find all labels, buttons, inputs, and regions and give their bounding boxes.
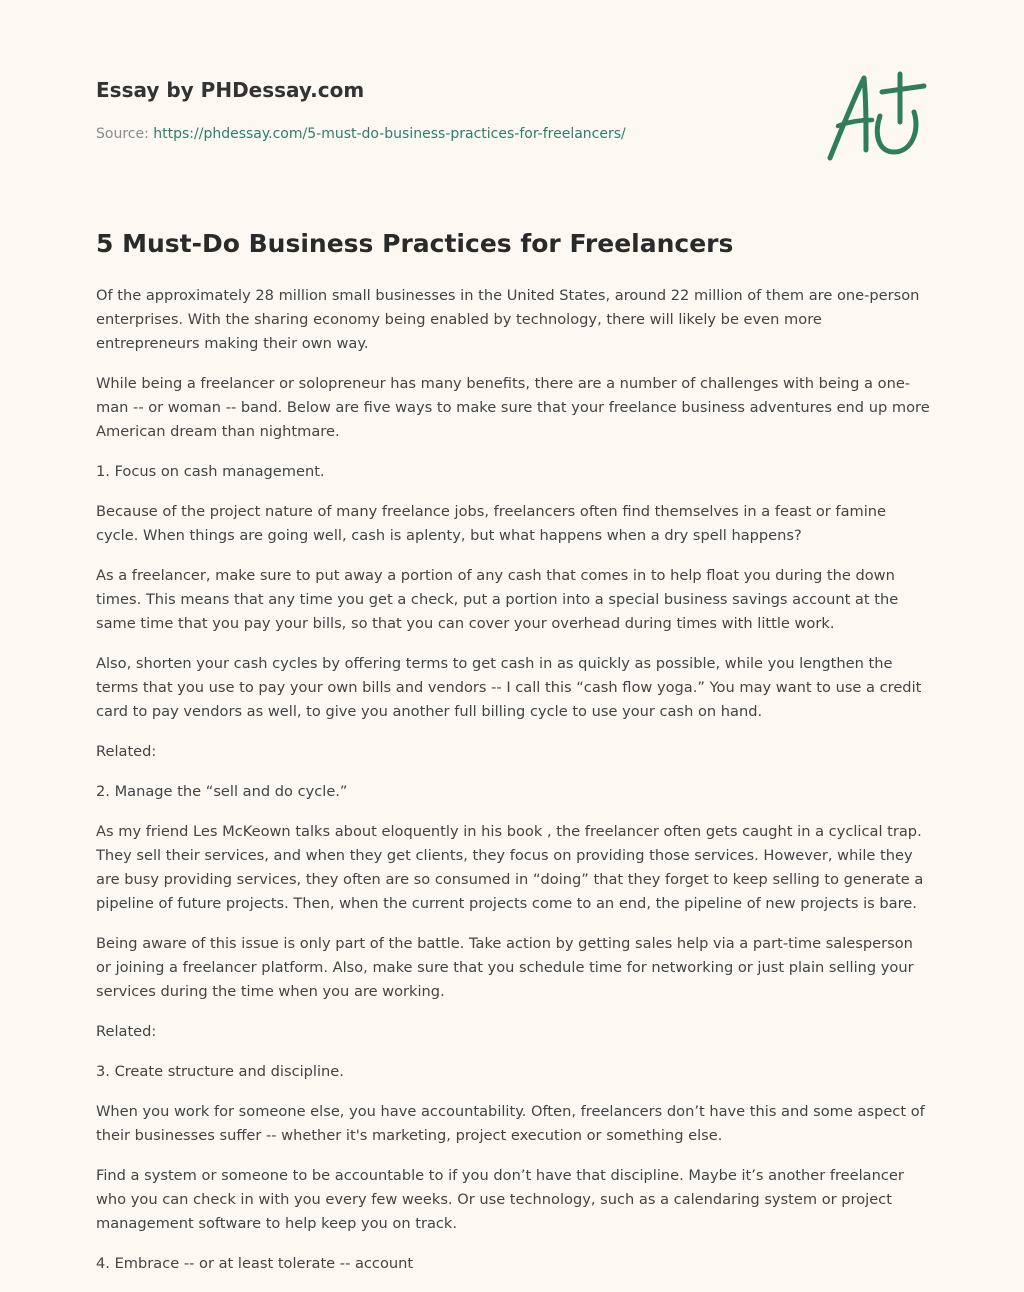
paragraph: Also, shorten your cash cycles by offering terms to get cash in as quickly as possible, while you lengthen the terms that you use to pay your own bills and vendors -- I call this “cash flow yoga.” You may want to use a credit card to pay vendors as well, to give you another full billing cycle to use your cash on hand. (96, 655, 922, 720)
paragraph: When you work for someone else, you have accountability. Often, freelancers don’t have this and some aspect of their businesses suffer -- whether it's marketing, project execution or something else. (96, 1103, 925, 1144)
related-label: Related: (96, 1023, 157, 1040)
source-label: Source: (96, 126, 149, 142)
paragraph: Of the approximately 28 million small businesses in the United States, around 22 million of them are one-person enterprises. With the sharing economy being enabled by technology, there will likely be even more entrepreneurs making their own way. (96, 287, 920, 352)
site-title: Essay by PHDessay.com (96, 78, 365, 102)
section-heading: 1. Focus on cash management. (96, 463, 325, 480)
header (96, 76, 796, 144)
related-label: Related: (96, 743, 157, 760)
paragraph: Because of the project nature of many freelance jobs, freelancers often find themselves in a feast or famine cycle. When things are going well, cash is aplenty, but what happens when a dry spell happens? (96, 503, 887, 544)
article-title: 5 Must-Do Business Practices for Freelancers (96, 229, 734, 258)
paragraph: Find a system or someone to be accountable to if you don’t have that discipline. Maybe it’s another freelancer who you can check in with you every few weeks. Or use technology, such as a calendaring system or project management software to help keep you on track. (96, 1167, 904, 1232)
section-heading: 2. Manage the “sell and do cycle.” (96, 783, 348, 800)
paragraph: While being a freelancer or solopreneur has many benefits, there are a number of challenges with being a one-man -- or woman -- band. Below are five ways to make sure that your freelance business adventures end up more American dream than nightmare. (96, 375, 930, 440)
article (96, 226, 930, 1292)
a-plus-logo-icon (820, 68, 930, 164)
paragraph: As a freelancer, make sure to put away a portion of any cash that comes in to help float you during the down times. This means that any time you get a check, put a portion into a special business savings account at the same time that you pay your bills, so that you can cover your overhead during times with little work. (96, 567, 899, 632)
section-heading: 4. Embrace -- or at least tolerate -- account (96, 1255, 414, 1272)
source-link[interactable]: https://phdessay.com/5-must-do-business-practices-for-freelancers/ (153, 126, 626, 142)
paragraph: As my friend Les McKeown talks about eloquently in his book , the freelancer often gets caught in a cyclical trap. They sell their services, and when they get clients, they focus on providing those services. However, while they are busy providing services, they often are so consumed in “doing” that they forget to keep selling to generate a pipeline of future projects. Then, when the current projects come to an end, the pipeline of new projects is bare. (96, 823, 924, 912)
section-heading: 3. Create structure and discipline. (96, 1063, 344, 1080)
paragraph: Being aware of this issue is only part of the battle. Take action by getting sales help via a part-time salesperson or joining a freelancer platform. Also, make sure that you schedule time for networking or just plain selling your services during the time when you are working. (96, 935, 914, 1000)
source-line (96, 124, 796, 144)
